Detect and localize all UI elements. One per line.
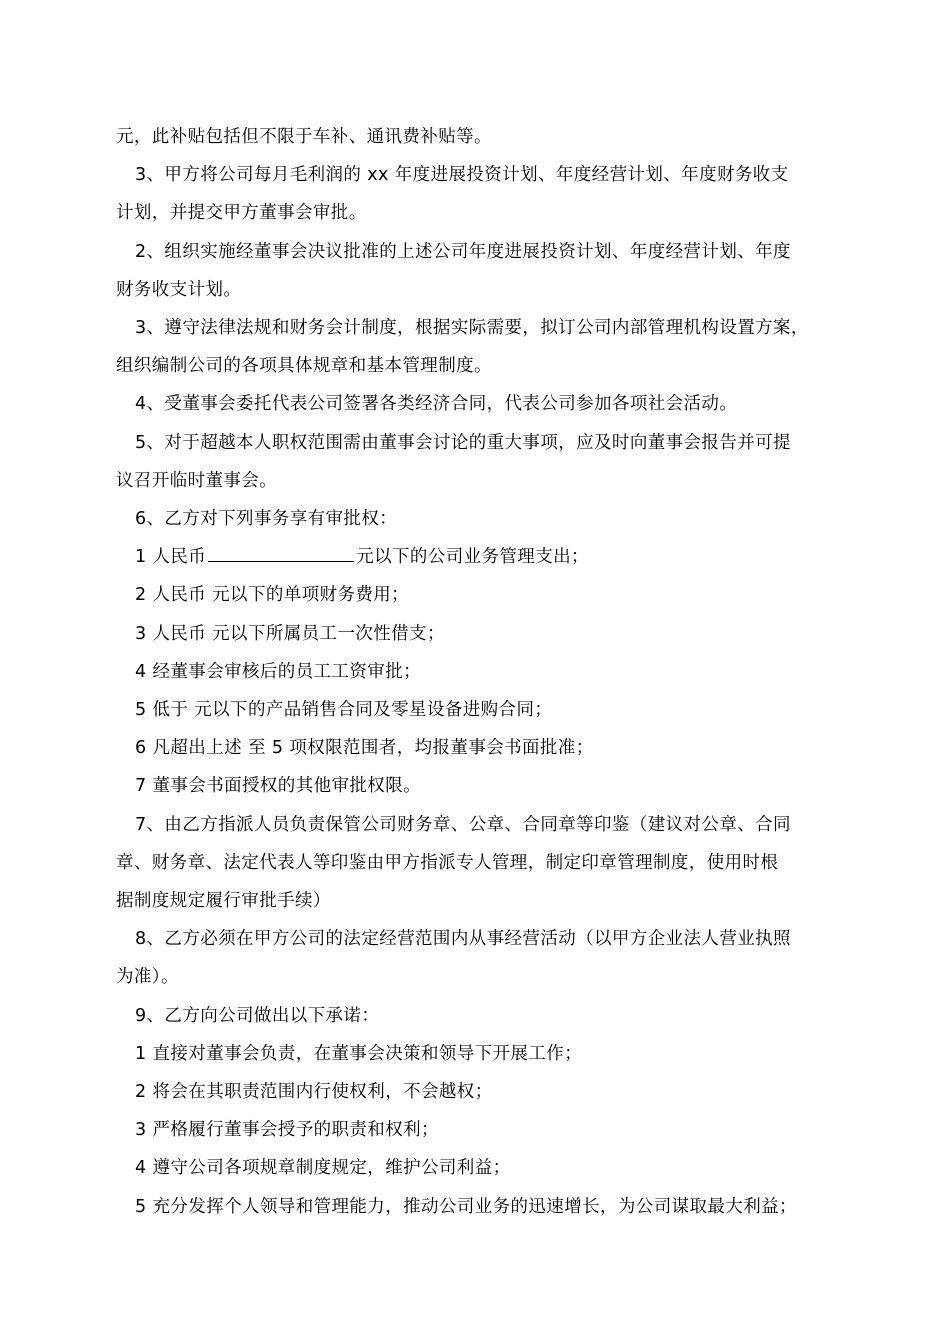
paragraph-line: 计划，并提交甲方董事会审批。 [116,203,367,224]
list-item: 1 直接对董事会负责，在董事会决策和领导下开展工作； [135,1043,583,1064]
paragraph-line: 3、遵守法律法规和财务会计制度，根据实际需要，拟订公司内部管理机构设置方案， [135,318,809,339]
paragraph-line: 5、对于超越本人职权范围需由董事会讨论的重大事项，应及时向董事会报告并可提 [135,432,791,453]
list-item: 5 低于 元以下的产品销售合同及零星设备进购合同； [135,700,553,721]
paragraph-line: 7、由乙方指派人员负责保管公司财务章、公章、合同章等印鉴（建议对公章、合同 [135,814,791,835]
list-item: 3 人民币 元以下所属员工一次性借支； [135,623,445,644]
paragraph-line: 2、组织实施经董事会决议批准的上述公司年度进展投资计划、年度经营计划、年度 [135,241,791,262]
list-item: 3 严格履行董事会授予的职责和权利； [135,1120,439,1141]
list-item: 5 充分发挥个人领导和管理能力，推动公司业务的迅速增长，为公司谋取最大利益； [135,1196,797,1217]
fill-in-blank [208,547,354,562]
list-item: 2 将会在其职责范围内行使权利，不会越权； [135,1082,493,1103]
paragraph-line: 4、受董事会委托代表公司签署各类经济合同，代表公司参加各项社会活动。 [135,394,738,415]
paragraph-line: 财务收支计划。 [116,279,242,300]
list-item: 4 经董事会审核后的员工工资审批； [135,661,421,682]
paragraph-line: 3、甲方将公司每月毛利润的 xx 年度进展投资计划、年度经营计划、年度财务收支 [135,165,789,186]
paragraph-line: 9、乙方向公司做出以下承诺： [135,1005,380,1026]
paragraph-line: 元，此补贴包括但不限于车补、通讯费补贴等。 [116,127,492,147]
list-item [116,538,840,576]
paragraph-line: 据制度规定履行审批手续） [116,891,331,912]
list-item: 6 凡超出上述 至 5 项权限范围者，均报董事会书面批准； [135,738,594,759]
list-item-suffix: 元以下的公司业务管理支出； [356,547,589,568]
list-item-prefix: 1 人民币 [135,547,207,568]
paragraph-line: 组织编制公司的各项具体规章和基本管理制度。 [116,356,492,377]
list-item: 7 董事会书面授权的其他审批权限。 [135,776,421,797]
document-body [116,118,840,1226]
paragraph-line: 为准）。 [116,967,179,988]
list-item: 2 人民币 元以下的单项财务费用； [135,585,410,606]
paragraph-line: 8、乙方必须在甲方公司的法定经营范围内从事经营活动（以甲方企业法人营业执照 [135,929,791,950]
paragraph-line: 议召开临时董事会。 [116,470,278,491]
list-item: 4 遵守公司各项规章制度规定，维护公司利益； [135,1158,511,1179]
paragraph-line: 6、乙方对下列事务享有审批权： [135,509,398,530]
paragraph-line: 章、财务章、法定代表人等印鉴由甲方指派专人管理，制定印章管理制度，使用时根 [116,852,779,873]
